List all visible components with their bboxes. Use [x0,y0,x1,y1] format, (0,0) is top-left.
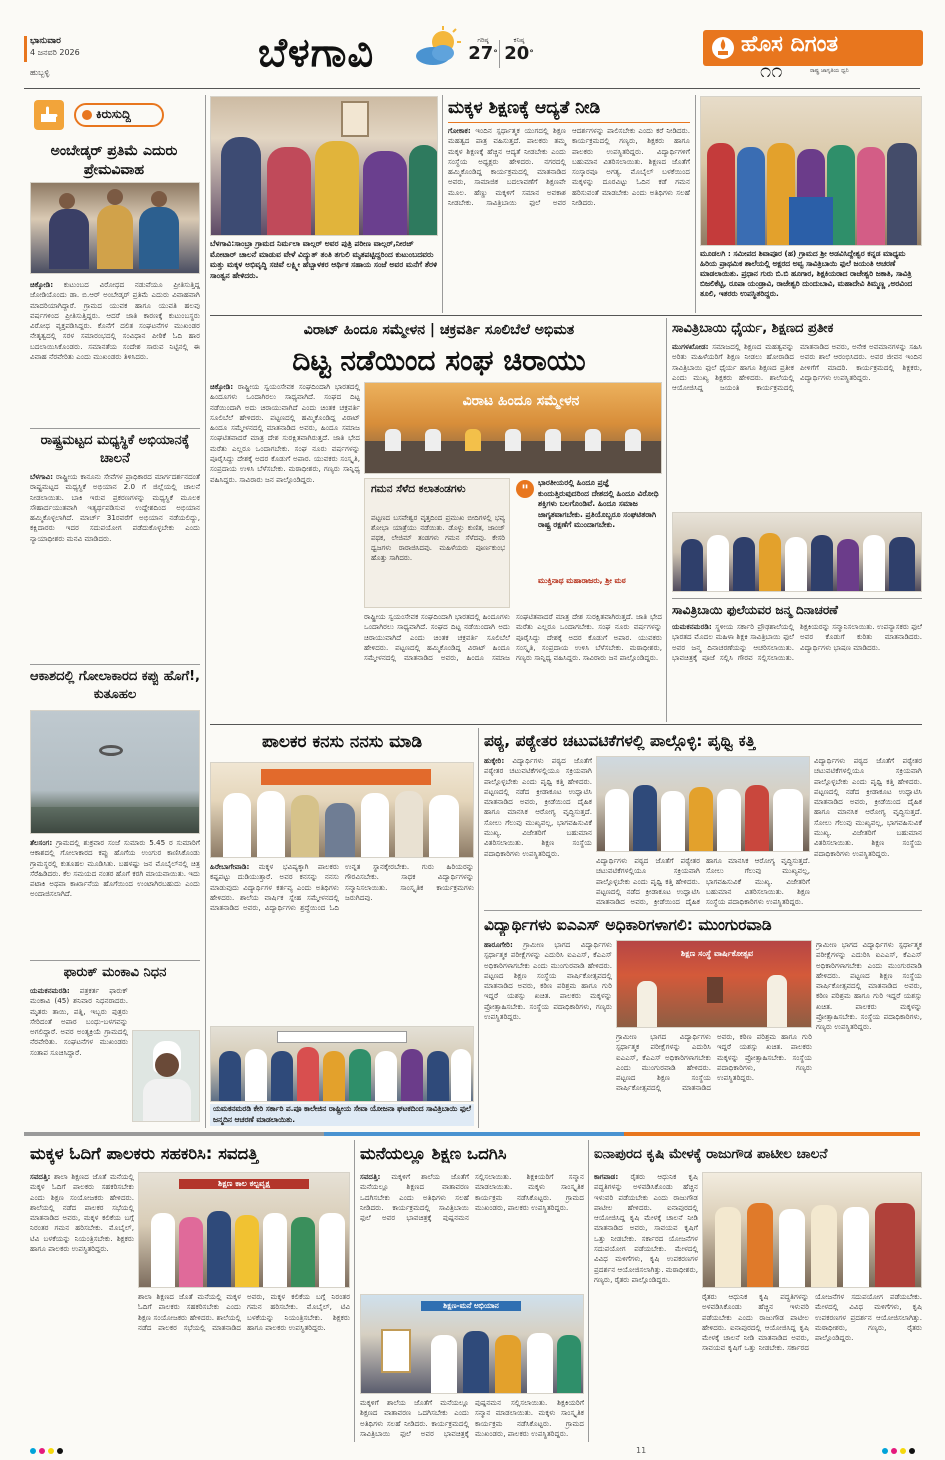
divider [30,428,200,429]
photo-ias-stage [616,940,812,1028]
headline-sports: ಪಠ್ಯ, ಪಠ್ಯೇತರ ಚಟುವಟಿಕೆಗಳಲ್ಲಿ ಪಾಲ್ಗೊಳ್ಳಿ: ಪೃಥ್ವಿ ಕತ್ತಿ [484,732,756,750]
lamp-icon [711,35,735,61]
article-savitribai-birth-body [672,622,922,722]
dateline: ಯಮಕನಮರಡಿ: [30,986,70,995]
paper-name: ಹೊಸ ದಿಗಂತ [741,32,839,57]
headline-national-mediation: ರಾಷ್ಟ್ರಮಟ್ಟದ ಮಧ್ಯಸ್ಥಿಕೆ ಅಭಿಯಾನಕ್ಕೆ ಚಾಲನೆ [40,433,190,466]
article-savitribai-body [672,342,922,508]
bullet-dot-icon [82,110,92,120]
divider [30,664,200,665]
article-body: ರಾಷ್ಟ್ರೀಯ ಸ್ವಯಂಸೇವಕ ಸಂಘದಿಂದಾಗಿ ಭಾರತದಲ್ಲಿ ಹಿಂದೂಗಳು ಒಂದಾಗಿರಲು ಸಾಧ್ಯವಾಗಿದೆ. ಸಂಘದ ದಿಟ್ಟ ನಡೆಯಿಂದಾಗಿ ಅದು ಚಿರಾಯುವಾಗಿದೆ ಎಂದು ಚಿಂತಕ ಚಕ್ರವರ್ತಿ ಸೂಲಿಬೆಲೆ ಹೇಳಿದರು. ಪಟ್ಟಣದಲ್ಲಿ ಹಮ್ಮಿಕೊಂಡಿದ್ದ ವಿರಾಟ್ ಹಿಂದೂ ಸಮ್ಮೇಳನದಲ್ಲಿ ಮಾತನಾಡಿದ ಅವರು, ಹಿಂದೂ ಸಮಾಜ ಸಂಘಟಿತವಾದರೆ ಮಾತ್ರ ದೇಶ ಸುರಕ್ಷಿತವಾಗಿರುತ್ತದೆ. ಜಾತಿ ಭೇದ ಮರೆತು ಎಲ್ಲರೂ ಒಂದಾಗಬೇಕು. ಸಂಘ ನೂರು ವರ್ಷಗಳನ್ನು ಪೂರೈಸಿದ್ದು ದೇಶಕ್ಕೆ ಅದರ ಕೊಡುಗೆ ಅಪಾರ. ಯುವಕರು ಸಂಸ್ಕೃತಿ, ಸಂಪ್ರದಾಯ ಉಳಿಸಿ ಬೆಳೆಸಬೇಕು. ಮಠಾಧೀಶರು, ಗಣ್ಯರು ಸಾನ್ನಿಧ್ಯ ವಹಿಸಿದ್ದರು. ಸಾವಿರಾರು ಜನ ಪಾಲ್ಗೊಂಡಿದ್ದರು. [364,612,662,663]
kirusuddi-label: ಕಿರುಸುದ್ದಿ [96,107,131,121]
city-title: ಬೆಳಗಾವಿ [258,30,375,76]
article-body: ವಿದ್ಯಾರ್ಥಿಗಳು ಪಠ್ಯದ ಜೊತೆಗೆ ಪಠ್ಯೇತರ ಚಟುವಟಿಕೆಗಳಲ್ಲಿಯೂ ಸಕ್ರಿಯವಾಗಿ ಪಾಲ್ಗೊಳ್ಳಬೇಕು ಎಂದು ಪೃಥ್ವಿ ಕತ್ತಿ ಹೇಳಿದರು. ಪಟ್ಟಣದಲ್ಲಿ ನಡೆದ ಕ್ರೀಡಾಕೂಟ ಉದ್ಘಾಟಿಸಿ ಮಾತನಾಡಿದ ಅವರು, ಕ್ರೀಡೆಯಿಂದ ದೈಹಿಕ ಹಾಗೂ ಮಾನಸಿಕ ಆರೋಗ್ಯ ವೃದ್ಧಿಸುತ್ತದೆ. ಸೋಲು ಗೆಲುವು ಮುಖ್ಯವಲ್ಲ, ಭಾಗವಹಿಸುವಿಕೆ ಮುಖ್ಯ. ವಿಜೇತರಿಗೆ ಬಹುಮಾನ ವಿತರಿಸಲಾಯಿತು. ಶಿಕ್ಷಣ ಸಂಸ್ಥೆಯ ಪದಾಧಿಕಾರಿಗಳು ಉಪಸ್ಥಿತರಿದ್ದರು. [814,756,922,858]
article-body: ರೈತರು ಆಧುನಿಕ ಕೃಷಿ ಪದ್ಧತಿಗಳನ್ನು ಅಳವಡಿಸಿಕೊಂಡು ಹೆಚ್ಚಿನ ಇಳುವರಿ ಪಡೆಯಬೇಕು ಎಂದು ರಾಜುಗೌಡ ಪಾಟೀಲ ಹೇಳಿದರು. ಐನಾಪುರದಲ್ಲಿ ಆಯೋಜಿಸಿದ್ದ ಕೃಷಿ ಮೇಳಕ್ಕೆ ಚಾಲನೆ ನೀಡಿ ಮಾತನಾಡಿದ ಅವರು, ಸಾವಯವ ಕೃಷಿಗೆ ಒತ್ತು ನೀಡಬೇಕು. ಸರ್ಕಾರದ ಯೋಜನೆಗಳ ಸದುಪಯೋಗ ಪಡೆಯಬೇಕು. ಮೇಳದಲ್ಲಿ ವಿವಿಧ ಮಳಿಗೆಗಳು, ಕೃಷಿ ಉಪಕರಣಗಳ ಪ್ರದರ್ಶನ ಆಯೋಜಿಸಲಾಗಿತ್ತು. ಮಠಾಧೀಶರು, ಗಣ್ಯರು, ರೈತರು ಪಾಲ್ಗೊಂಡಿದ್ದರು. [594,1172,698,1284]
dateline: ಯಮಕನಮರಡಿ: [672,622,712,631]
cultural-box-title: ಗಮನ ಸೆಳೆದ ಕಲಾತಂಡಗಳು [371,483,466,495]
photo-sambra-visit [210,96,438,236]
article-body: ವಿದ್ಯಾರ್ಥಿಗಳು ಪಠ್ಯದ ಜೊತೆಗೆ ಪಠ್ಯೇತರ ಚಟುವಟಿಕೆಗಳಲ್ಲಿಯೂ ಸಕ್ರಿಯವಾಗಿ ಪಾಲ್ಗೊಳ್ಳಬೇಕು ಎಂದು ಪೃಥ್ವಿ ಕತ್ತಿ ಹೇಳಿದರು. ಪಟ್ಟಣದಲ್ಲಿ ನಡೆದ ಕ್ರೀಡಾಕೂಟ ಉದ್ಘಾಟಿಸಿ ಮಾತನಾಡಿದ ಅವರು, ಕ್ರೀಡೆಯಿಂದ ದೈಹಿಕ ಹಾಗೂ ಮಾನಸಿಕ ಆರೋಗ್ಯ ವೃದ್ಧಿಸುತ್ತದೆ. ಸೋಲು ಗೆಲುವು ಮುಖ್ಯವಲ್ಲ, ಭಾಗವಹಿಸುವಿಕೆ ಮುಖ್ಯ. ವಿಜೇತರಿಗೆ ಬಹುಮಾನ ವಿತರಿಸಲಾಯಿತು. ಶಿಕ್ಷಣ ಸಂಸ್ಥೆಯ ಪದಾಧಿಕಾರಿಗಳು ಉಪಸ್ಥಿತರಿದ್ದರು. [484,756,592,858]
headline-savitribai-birth: ಸಾವಿತ್ರಿಬಾಯಿ ಫುಲೆಯವರ ಜನ್ಮ ದಿನಾಚರಣೆ [672,603,838,617]
dateline: ಬೆಳಗಾವಿ: [30,472,54,481]
header-page-number: ೧೧ [760,58,783,82]
article-body: ಮಕ್ಕಳಿಗೆ ಶಾಲೆಯ ಜೊತೆಗೆ ಮನೆಯಲ್ಲೂ ಶಿಕ್ಷಣದ ವಾತಾವರಣ ಒದಗಿಸಬೇಕು ಎಂದು ಅತಿಥಿಗಳು ಸಲಹೆ ನೀಡಿದರು. ಕಾರ್ಯಕ್ರಮದಲ್ಲಿ ಸಾವಿತ್ರಿಬಾಯಿ ಫುಲೆ ಅವರ ಭಾವಚಿತ್ರಕ್ಕೆ ಪುಷ್ಪನಮನ ಸಲ್ಲಿಸಲಾಯಿತು. ಶಿಕ್ಷಕಿಯರಿಗೆ ಸನ್ಮಾನ ಮಾಡಲಾಯಿತು. ಮಕ್ಕಳು ಸಾಂಸ್ಕೃತಿಕ ಕಾರ್ಯಕ್ರಮ ನಡೆಸಿಕೊಟ್ಟರು. ಗ್ರಾಮದ ಮುಖಂಡರು, ಪಾಲಕರು ಉಪಸ್ಥಿತರಿದ್ದರು. [360,1398,584,1438]
temp-max-block [468,36,498,63]
article-national-body [30,472,200,660]
temp-min-label: ಕನಿಷ್ಠ [513,36,525,44]
temp-min-block [504,36,534,63]
pull-quote [514,478,662,608]
article-sports-body-bottom [596,856,810,908]
article-virat-body-left [210,382,360,718]
article-sports-body-left [484,756,592,876]
temp-unit: ° [529,49,534,59]
photo-savadatti-class [138,1172,350,1288]
headline-ias: ವಿದ್ಯಾರ್ಥಿಗಳು ಐಎಎಸ್ ಅಧಿಕಾರಿಗಳಾಗಲಿ: ಮುಂಗುರವಾಡಿ [484,916,772,934]
header-date: 4 ಜನವರಿ 2026 [30,48,80,57]
column-divider [666,318,667,722]
dateline: ಮುಗಳಖೋಡ: [672,342,709,351]
photo-nss-unit [210,1026,474,1102]
article-body: ಇಂದಿನ ಸ್ಪರ್ಧಾತ್ಮಕ ಯುಗದಲ್ಲಿ ಶಿಕ್ಷಣ ಮಹತ್ವದ ಪಾತ್ರ ವಹಿಸುತ್ತದೆ. ಪಾಲಕರು ತಮ್ಮ ಮಕ್ಕಳ ಶಿಕ್ಷಣಕ್ಕೆ ಹೆಚ್ಚಿನ ಆದ್ಯತೆ ನೀಡಬೇಕು ಎಂದು ಸಂಸ್ಥೆಯ ಅಧ್ಯಕ್ಷರು ಹೇಳಿದರು. ನಗರದಲ್ಲಿ ಹಮ್ಮಿಕೊಂಡಿದ್ದ ಕಾರ್ಯಕ್ರಮದಲ್ಲಿ ಮಾತನಾಡಿದ ಅವರು, ಸಾಮಾಜಿಕ ಬದಲಾವಣೆಗೆ ಶಿಕ್ಷಣವೇ ಮೂಲ. ಹೆಣ್ಣು ಮಕ್ಕಳಿಗೆ ಸಮಾನ ಅವಕಾಶ ನೀಡಬೇಕು. ಸಾವಿತ್ರಿಬಾಯಿ ಫುಲೆ ಅವರ ಆದರ್ಶಗಳನ್ನು ಪಾಲಿಸಬೇಕು ಎಂದು ಕರೆ ನೀಡಿದರು. ಕಾರ್ಯಕ್ರಮದಲ್ಲಿ ಗಣ್ಯರು, ಶಿಕ್ಷಕರು ಹಾಗೂ ಪಾಲಕರು ಉಪಸ್ಥಿತರಿದ್ದರು. ವಿದ್ಯಾರ್ಥಿಗಳಿಗೆ ಬಹುಮಾನ ವಿತರಿಸಲಾಯಿತು. ಶಿಕ್ಷಣದ ಜೊತೆಗೆ ಸಂಸ್ಕಾರವೂ ಅಗತ್ಯ. ಮೊಬೈಲ್ ಬಳಕೆಯಿಂದ ಮಕ್ಕಳನ್ನು ದೂರವಿಟ್ಟು ಓದಿನ ಕಡೆ ಗಮನ ಹರಿಸುವಂತೆ ಮಾಡಬೇಕು ಎಂದು ಅತಿಥಿಗಳು ಸಲಹೆ ನೀಡಿದರು. [448,126,690,208]
footer-page-number: 11 [636,1446,647,1455]
headline-ambedkar: ಅಂಬೇಡ್ಕರ್ ಪ್ರತಿಮೆ ಎದುರು ಪ್ರೇಮವಿವಾಹ [50,143,178,178]
article-home-school-body [360,1172,584,1290]
headline-underline [448,122,690,123]
photo-sky-ring [30,710,200,834]
column-divider [695,95,696,313]
headline-home-school: ಮನೆಯಲ್ಲೂ ಶಿಕ್ಷಣ ಒದಗಿಸಿ [360,1144,507,1163]
section-separator [24,1132,920,1136]
headline-krishi-mela: ಐನಾಪುರದ ಕೃಷಿ ಮೇಳಕ್ಕೆ ರಾಜುಗೌಡ ಪಾಟೀಲ ಚಾಲನೆ [594,1146,828,1162]
article-krishi-body-right [702,1292,922,1442]
dateline: ತೆಲಸಂಗ: [30,838,53,847]
article-body: ಸಮಾಜದಲ್ಲಿ ಶಿಕ್ಷಣದ ಮಹತ್ವವನ್ನು ಅರಿತು ಮಹಿಳೆಯರಿಗೆ ಶಿಕ್ಷಣ ನೀಡಲು ಹೋರಾಡಿದ ಸಾವಿತ್ರಿಬಾಯಿ ಫುಲೆ ಧೈರ್ಯ ಹಾಗೂ ಶಿಕ್ಷಣದ ಪ್ರತೀಕ ಎಂದು ಮುಖ್ಯ ಶಿಕ್ಷಕರು ಹೇಳಿದರು. ಶಾಲೆಯಲ್ಲಿ ಆಯೋಜಿಸಿದ್ದ ಜಯಂತಿ ಕಾರ್ಯಕ್ರಮದಲ್ಲಿ ಮಾತನಾಡಿದ ಅವರು, ಅನೇಕ ಅವಮಾನಗಳನ್ನು ಸಹಿಸಿ ಅವರು ಶಾಲೆ ಆರಂಭಿಸಿದರು. ಅವರ ಜೀವನ ಇಂದಿನ ಪೀಳಿಗೆಗೆ ಮಾದರಿ. ಕಾರ್ಯಕ್ರಮದಲ್ಲಿ ಶಿಕ್ಷಕರು, ವಿದ್ಯಾರ್ಥಿಗಳು ಉಪಸ್ಥಿತರಿದ್ದರು. [672,342,922,393]
dateline: ಸವದತ್ತಿ: [30,1172,51,1181]
row-divider [210,724,922,725]
headline-sky-ring: ಆಕಾಶದಲ್ಲಿ ಗೋಲಾಕಾರದ ಕಪ್ಪು ಹೊಗೆ!, ಕುತೂಹಲ [30,669,200,702]
article-virat-body-right [364,612,662,718]
article-body: ಮಕ್ಕಳ ಭವಿಷ್ಯಕ್ಕಾಗಿ ಪಾಲಕರು ಕಷ್ಟಪಟ್ಟು ದುಡಿಯುತ್ತಾರೆ. ಅವರ ಕನಸನ್ನು ನನಸು ಮಾಡುವುದು ವಿದ್ಯಾರ್ಥಿಗಳ ಕರ್ತವ್ಯ ಎಂದು ಅತಿಥಿಗಳು ಹೇಳಿದರು. ಶಾಲೆಯ ವಾರ್ಷಿಕ ಸ್ನೇಹ ಸಮ್ಮೇಳನದಲ್ಲಿ ಮಾತನಾಡಿದ ಅವರು, ವಿದ್ಯಾರ್ಥಿಗಳು ಶ್ರದ್ಧೆಯಿಂದ ಓದಿ ಉನ್ನತ ಸ್ಥಾನಕ್ಕೇರಬೇಕು. ಗುರು ಹಿರಿಯರನ್ನು ಗೌರವಿಸಬೇಕು. ಸಾಧಕ ವಿದ್ಯಾರ್ಥಿಗಳನ್ನು ಸನ್ಮಾನಿಸಲಾಯಿತು. ಸಾಂಸ್ಕೃತಿಕ ಕಾರ್ಯಕ್ರಮಗಳು ಜರುಗಿದವು. [210,862,474,913]
article-body: ಪತ್ರಕರ್ತ ಫಾರುಕ್ ಮಂಕಾವಿ (45) ಶನಿವಾರ ನಿಧನರಾದರು. ಮೃತರು ತಾಯಿ, ಪತ್ನಿ, ಇಬ್ಬರು ಪುತ್ರರು ಸೇರಿದಂತೆ ಅಪಾರ ಬಂಧು-ಬಳಗವನ್ನು ಅಗಲಿದ್ದಾರೆ. ಅವರ ಅಂತ್ಯಕ್ರಿಯೆ ಗ್ರಾಮದಲ್ಲಿ ನೆರವೇರಿತು. ಸಂಘಟನೆಗಳ ಮುಖಂಡರು ಸಂತಾಪ ಸೂಚಿಸಿದ್ದಾರೆ. [30,986,128,1057]
paper-logo [703,30,923,66]
article-body: ಶಾಲಾ ಶಿಕ್ಷಣದ ಜೊತೆ ಮನೆಯಲ್ಲಿ ಮಕ್ಕಳ ಓದಿಗೆ ಪಾಲಕರು ಸಹಕರಿಸಬೇಕು ಎಂದು ಶಿಕ್ಷಣ ಸಂಯೋಜಕರು ಹೇಳಿದರು. ಶಾಲೆಯಲ್ಲಿ ನಡೆದ ಪಾಲಕರ ಸಭೆಯಲ್ಲಿ ಮಾತನಾಡಿದ ಅವರು, ಮಕ್ಕಳ ಕಲಿಕೆಯ ಬಗ್ಗೆ ನಿರಂತರ ಗಮನ ಹರಿಸಬೇಕು. ಮೊಬೈಲ್, ಟಿವಿ ಬಳಕೆಯನ್ನು ನಿಯಂತ್ರಿಸಬೇಕು. ಶಿಕ್ಷಕರು ಹಾಗೂ ಪಾಲಕರು ಉಪಸ್ಥಿತರಿದ್ದರು. [30,1172,134,1254]
article-sky-body [30,838,200,958]
caption-nss: ಯಮಕನಮರಡಿ ಕೇರಿ ಸರ್ಕಾರಿ ಪ.ಪೂ ಕಾಲೇಜಿನ ರಾಷ್ಟ್ರೀಯ ಸೇವಾ ಯೋಜನಾ ಘಟಕದಿಂದ ಸಾವಿತ್ರಿಬಾಯಿ ಫುಲೆ ಜನ್ಮದಿನ ಆಚರಣೆ ಮಾಡಲಾಯಿತು. [210,1104,474,1126]
home-banner: ಶಿಕ್ಷಣ-ಮನೆ ಅಭಿಯಾನ [421,1301,521,1311]
temp-max-value: 27 [468,43,494,64]
virat-banner: ವಿರಾಟ ಹಿಂದೂ ಸಮ್ಮೇಳನ [462,393,580,409]
print-registration-marks [30,1446,922,1456]
guru-banner: ಶಿಕ್ಷಣ ಸಂಸ್ಥೆ ವಾರ್ಷಿಕೋತ್ಸವ [680,949,754,958]
article-body: ವಿದ್ಯಾರ್ಥಿಗಳು ಪಠ್ಯದ ಜೊತೆಗೆ ಪಠ್ಯೇತರ ಚಟುವಟಿಕೆಗಳಲ್ಲಿಯೂ ಸಕ್ರಿಯವಾಗಿ ಪಾಲ್ಗೊಳ್ಳಬೇಕು ಎಂದು ಪೃಥ್ವಿ ಕತ್ತಿ ಹೇಳಿದರು. ಪಟ್ಟಣದಲ್ಲಿ ನಡೆದ ಕ್ರೀಡಾಕೂಟ ಉದ್ಘಾಟಿಸಿ ಮಾತನಾಡಿದ ಅವರು, ಕ್ರೀಡೆಯಿಂದ ದೈಹಿಕ ಹಾಗೂ ಮಾನಸಿಕ ಆರೋಗ್ಯ ವೃದ್ಧಿಸುತ್ತದೆ. ಸೋಲು ಗೆಲುವು ಮುಖ್ಯವಲ್ಲ, ಭಾಗವಹಿಸುವಿಕೆ ಮುಖ್ಯ. ವಿಜೇತರಿಗೆ ಬಹುಮಾನ ವಿತರಿಸಲಾಯಿತು. ಶಿಕ್ಷಣ ಸಂಸ್ಥೆಯ ಪದಾಧಿಕಾರಿಗಳು ಉಪಸ್ಥಿತರಿದ್ದರು. [596,856,810,907]
column-divider [588,1140,589,1442]
photo-sports-event [596,756,810,852]
row-divider [210,315,922,316]
article-body: ಕುಟುಂಬದ ವಿರೋಧದ ನಡುವೆಯೂ ಪ್ರೀತಿಸುತ್ತಿದ್ದ ಜೋಡಿಯೊಂದು ಡಾ. ಬಿ.ಆರ್ ಅಂಬೇಡ್ಕರ್ ಪ್ರತಿಮೆ ಎದುರು ವಿವಾಹವಾಗಿ ಮಾದರಿಯಾಗಿದ್ದಾರೆ. ಗ್ರಾಮದ ಯುವಕ ಹಾಗೂ ಯುವತಿ ಹಲವು ವರ್ಷಗಳಿಂದ ಪ್ರೀತಿಸುತ್ತಿದ್ದರು. ಆದರೆ ಜಾತಿ ಕಾರಣಕ್ಕೆ ಕುಟುಂಬಸ್ಥರು ವಿರೋಧ ವ್ಯಕ್ತಪಡಿಸಿದ್ದರು. ಕೊನೆಗೆ ದಲಿತ ಸಂಘಟನೆಗಳ ಮುಖಂಡರ ನೇತೃತ್ವದಲ್ಲಿ ಸರಳ ಸಮಾರಂಭದಲ್ಲಿ ಸಂವಿಧಾನ ಪೀಠಿಕೆ ಓದಿ ಹಾರ ಬದಲಾಯಿಸಿಕೊಂಡರು. ಸಮಾನತೆಯ ಸಂದೇಶ ಸಾರುವ ನಿಟ್ಟಿನಲ್ಲಿ ಈ ವಿವಾಹ ನೆರವೇರಿತು ಎಂದು ಮುಖಂಡರು ತಿಳಿಸಿದರು. [30,280,200,362]
paper-tagline: ರಾಷ್ಟ್ರ ಜಾಗೃತಿಯ ಧ್ವನಿ [810,68,849,74]
article-body: ಸ್ಥಳೀಯ ಸರ್ಕಾರಿ ಪ್ರೌಢಶಾಲೆಯಲ್ಲಿ ಭಾರತದ ಮೊದಲ ಮಹಿಳಾ ಶಿಕ್ಷಕಿ ಸಾವಿತ್ರಿಬಾಯಿ ಫುಲೆ ಅವರ ಜನ್ಮ ದಿನಾಚರಣೆಯನ್ನು ಆಚರಿಸಲಾಯಿತು. ಭಾವಚಿತ್ರಕ್ಕೆ ಪೂಜೆ ಸಲ್ಲಿಸಿ ಗೌರವ ಸಲ್ಲಿಸಲಾಯಿತು. ಶಿಕ್ಷಕಿಯರನ್ನು ಸನ್ಮಾನಿಸಲಾಯಿತು. ಉಪನ್ಯಾಸಕರು ಫುಲೆ ಅವರ ಕೊಡುಗೆ ಕುರಿತು ಮಾತನಾಡಿದರು. ವಿದ್ಯಾರ್ಥಿಗಳು ಭಾಷಣ ಮಾಡಿದರು. [672,622,922,662]
article-body: ರಾಷ್ಟ್ರೀಯ ಕಾನೂನು ಸೇವೆಗಳ ಪ್ರಾಧಿಕಾರದ ಮಾರ್ಗದರ್ಶನದಂತೆ ರಾಷ್ಟ್ರಮಟ್ಟದ ಮಧ್ಯಸ್ಥಿಕೆ ಅಭಿಯಾನ 2.0 ಗೆ ಜಿಲ್ಲೆಯಲ್ಲಿ ಚಾಲನೆ ನೀಡಲಾಯಿತು. ಬಾಕಿ ಇರುವ ಪ್ರಕರಣಗಳನ್ನು ಮಧ್ಯಸ್ಥಿಕೆ ಮೂಲಕ ಸೌಹಾರ್ದಯುತವಾಗಿ ಇತ್ಯರ್ಥಪಡಿಸುವ ಉದ್ದೇಶದಿಂದ ಅಭಿಯಾನ ಹಮ್ಮಿಕೊಳ್ಳಲಾಗಿದೆ. ಮಾರ್ಚ್ 31ರವರೆಗೆ ಅಭಿಯಾನ ನಡೆಯಲಿದ್ದು, ಕಕ್ಷಿದಾರರು ಇದರ ಸದುಪಯೋಗ ಪಡೆದುಕೊಳ್ಳಬೇಕು ಎಂದು ನ್ಯಾಯಾಧೀಶರು ಮನವಿ ಮಾಡಿದರು. [30,472,200,543]
photo-home-school [360,1294,584,1394]
header-accent-bar-left [24,36,27,62]
photo-virat-stage [364,382,662,474]
headline-virat-hindu: ದಿಟ್ಟ ನಡೆಯಿಂದ ಸಂಘ ಚಿರಾಯು [292,344,586,377]
column-divider [442,95,443,313]
divider [672,598,922,599]
article-body: ಗ್ರಾಮೀಣ ಭಾಗದ ವಿದ್ಯಾರ್ಥಿಗಳು ಸ್ಪರ್ಧಾತ್ಮಕ ಪರೀಕ್ಷೆಗಳನ್ನು ಎದುರಿಸಿ ಐಎಎಸ್, ಕೆಎಎಸ್ ಅಧಿಕಾರಿಗಳಾಗಬೇಕು ಎಂದು ಮುಂಗುರವಾಡಿ ಹೇಳಿದರು. ಪಟ್ಟಣದ ಶಿಕ್ಷಣ ಸಂಸ್ಥೆಯ ವಾರ್ಷಿಕೋತ್ಸವದಲ್ಲಿ ಮಾತನಾಡಿದ ಅವರು, ಕಠಿಣ ಪರಿಶ್ರಮ ಹಾಗೂ ಗುರಿ ಇದ್ದರೆ ಯಶಸ್ಸು ಖಚಿತ. ಪಾಲಕರು ಮಕ್ಕಳನ್ನು ಪ್ರೋತ್ಸಾಹಿಸಬೇಕು. ಸಂಸ್ಥೆಯ ಪದಾಧಿಕಾರಿಗಳು, ಗಣ್ಯರು ಉಪಸ್ಥಿತರಿದ್ದರು. [616,1032,812,1093]
quote-icon: " [516,480,534,498]
article-body: ಗ್ರಾಮೀಣ ಭಾಗದ ವಿದ್ಯಾರ್ಥಿಗಳು ಸ್ಪರ್ಧಾತ್ಮಕ ಪರೀಕ್ಷೆಗಳನ್ನು ಎದುರಿಸಿ ಐಎಎಸ್, ಕೆಎಎಸ್ ಅಧಿಕಾರಿಗಳಾಗಬೇಕು ಎಂದು ಮುಂಗುರವಾಡಿ ಹೇಳಿದರು. ಪಟ್ಟಣದ ಶಿಕ್ಷಣ ಸಂಸ್ಥೆಯ ವಾರ್ಷಿಕೋತ್ಸವದಲ್ಲಿ ಮಾತನಾಡಿದ ಅವರು, ಕಠಿಣ ಪರಿಶ್ರಮ ಹಾಗೂ ಗುರಿ ಇದ್ದರೆ ಯಶಸ್ಸು ಖಚಿತ. ಪಾಲಕರು ಮಕ್ಕಳನ್ನು ಪ್ರೋತ್ಸಾಹಿಸಬೇಕು. ಸಂಸ್ಥೆಯ ಪದಾಧಿಕಾರಿಗಳು, ಗಣ್ಯರು ಉಪಸ್ಥಿತರಿದ್ದರು. [484,940,612,1022]
article-body: ಗ್ರಾಮೀಣ ಭಾಗದ ವಿದ್ಯಾರ್ಥಿಗಳು ಸ್ಪರ್ಧಾತ್ಮಕ ಪರೀಕ್ಷೆಗಳನ್ನು ಎದುರಿಸಿ ಐಎಎಸ್, ಕೆಎಎಸ್ ಅಧಿಕಾರಿಗಳಾಗಬೇಕು ಎಂದು ಮುಂಗುರವಾಡಿ ಹೇಳಿದರು. ಪಟ್ಟಣದ ಶಿಕ್ಷಣ ಸಂಸ್ಥೆಯ ವಾರ್ಷಿಕೋತ್ಸವದಲ್ಲಿ ಮಾತನಾಡಿದ ಅವರು, ಕಠಿಣ ಪರಿಶ್ರಮ ಹಾಗೂ ಗುರಿ ಇದ್ದರೆ ಯಶಸ್ಸು ಖಚಿತ. ಪಾಲಕರು ಮಕ್ಕಳನ್ನು ಪ್ರೋತ್ಸಾಹಿಸಬೇಕು. ಸಂಸ್ಥೆಯ ಪದಾಧಿಕಾರಿಗಳು, ಗಣ್ಯರು ಉಪಸ್ಥಿತರಿದ್ದರು. [816,940,922,1032]
divider [30,960,200,961]
kicker-virat-hindu: ವಿರಾಟ್ ಹಿಂದೂ ಸಮ್ಮೇಳನ | ಚಕ್ರವರ್ತಿ ಸೂಲಿಬೆಲೆ ಅಭಿಮತ [303,322,575,338]
article-education-body [448,126,690,312]
article-home-school-more [360,1398,584,1442]
caption-sambra: ಬೆಳಗಾವಿ:ಸಾಂಬ್ರಾ ಗ್ರಾಮದ ನಿರ್ಮಲಾ ವಾಲ್ಗರ್ ಅವರ ಪುತ್ರಿ ಪರೀಣ ವಾಲ್ಗರ್,ನೀರಜ್ ಮೋಟಾರ್ ಚಾಲನೆ ಮಾಡುವ ವೇಳೆ ವಿದ್ಯುತ್ ತಂತಿ ತಗುಲಿ ಮೃತಪಟ್ಟಿದ್ದರಿಂದ ಕುಟುಂಬದವರು ಮತ್ತು ಮಕ್ಕಳ ಅಭಿವೃದ್ಧಿ ಸಚಿವೆ ಲಕ್ಷ್ಮೀ ಹೆಬ್ಬಾಳಕರ ಆರ್ಥಿಕ ಸಹಾಯ ಸಂಜೆ ಅವರ ಮನೆಗೆ ತೆರಳಿ ಸಾಂತ್ವನ ಹೇಳಿದರು. [210,239,438,280]
article-savadatti-right [138,1292,350,1442]
photo-savitribai-group [672,512,922,592]
divider [484,910,922,911]
kirusuddi-badge [30,100,200,132]
column-divider [478,728,479,1128]
dateline: ಚಿಕ್ಕೋಡಿ: [210,382,234,391]
headline-children-education: ಮಕ್ಕಳ ಶಿಕ್ಷಣಕ್ಕೆ ಆದ್ಯತೆ ನೀಡಿ [448,98,601,118]
partly-cloudy-icon [413,26,463,70]
article-parents-body [210,862,474,1022]
dateline: ಕಾಗವಾಡ: [594,1172,619,1181]
photo-felicitation [210,762,474,858]
pull-quote-text: ಭಾರತೀಯರಲ್ಲಿ ಹಿಂದೂ ಪ್ರಜ್ಞೆ ಕುಂದುತ್ತಿರುವುದರಿಂದ ದೇಶದಲ್ಲಿ ಹಿಂದೂ ವಿರೋಧಿ ಶಕ್ತಿಗಳು ಬಲಗೊಂಡಿವೆ. ಹಿಂದೂ ಸಮಾಜ ಜಾಗೃತವಾಗಬೇಕು. ಪ್ರತಿಯೊಬ್ಬರೂ ಸಂಘಟಿತರಾಗಿ ರಾಷ್ಟ್ರ ರಕ್ಷಣೆಗೆ ಮುಂದಾಗಬೇಕು. [538,478,659,530]
headline-savadatti: ಮಕ್ಕಳ ಓದಿಗೆ ಪಾಲಕರು ಸಹಕರಿಸಿ: ಸವದತ್ತಿ [30,1144,259,1163]
hand-point-icon [34,100,64,130]
masthead-rule [24,88,920,89]
temp-max-label: ಗರಿಷ್ಠ [477,36,489,44]
article-sports-body-right [814,756,922,906]
article-body: ರಾಷ್ಟ್ರೀಯ ಸ್ವಯಂಸೇವಕ ಸಂಘದಿಂದಾಗಿ ಭಾರತದಲ್ಲಿ ಹಿಂದೂಗಳು ಒಂದಾಗಿರಲು ಸಾಧ್ಯವಾಗಿದೆ. ಸಂಘದ ದಿಟ್ಟ ನಡೆಯಿಂದಾಗಿ ಅದು ಚಿರಾಯುವಾಗಿದೆ ಎಂದು ಚಿಂತಕ ಚಕ್ರವರ್ತಿ ಸೂಲಿಬೆಲೆ ಹೇಳಿದರು. ಪಟ್ಟಣದಲ್ಲಿ ಹಮ್ಮಿಕೊಂಡಿದ್ದ ವಿರಾಟ್ ಹಿಂದೂ ಸಮ್ಮೇಳನದಲ್ಲಿ ಮಾತನಾಡಿದ ಅವರು, ಹಿಂದೂ ಸಮಾಜ ಸಂಘಟಿತವಾದರೆ ಮಾತ್ರ ದೇಶ ಸುರಕ್ಷಿತವಾಗಿರುತ್ತದೆ. ಜಾತಿ ಭೇದ ಮರೆತು ಎಲ್ಲರೂ ಒಂದಾಗಬೇಕು. ಸಂಘ ನೂರು ವರ್ಷಗಳನ್ನು ಪೂರೈಸಿದ್ದು ದೇಶಕ್ಕೆ ಅದರ ಕೊಡುಗೆ ಅಪಾರ. ಯುವಕರು ಸಂಸ್ಕೃತಿ, ಸಂಪ್ರದಾಯ ಉಳಿಸಿ ಬೆಳೆಸಬೇಕು. ಮಠಾಧೀಶರು, ಗಣ್ಯರು ಸಾನ್ನಿಧ್ಯ ವಹಿಸಿದ್ದರು. ಸಾವಿರಾರು ಜನ ಪಾಲ್ಗೊಂಡಿದ್ದರು. [210,382,360,484]
article-savadatti-left [30,1172,134,1442]
cultural-box-body: ಪಟ್ಟಣದ ಬಸವೇಶ್ವರ ವೃತ್ತದಿಂದ ಪ್ರಮುಖ ಬೀದಿಗಳಲ್ಲಿ ಭವ್ಯ ಶೋಭಾ ಯಾತ್ರೆಯು ನಡೆಯಿತು. ಡೊಳ್ಳು ಕುಣಿತ, ಜಾಂಜ್ ಪಥಕ, ಲೇಜಿಮ್ ತಂಡಗಳು ಗಮನ ಸೆಳೆದವು. ಕೇಸರಿ ಧ್ವಜಗಳು ರಾರಾಜಿಸಿದವು. ಮಹಿಳೆಯರು ಪೂರ್ಣಕುಂಭ ಹೊತ್ತು ಸಾಗಿದರು. [371,514,505,562]
header-date-block [30,36,140,78]
photo-obituary-portrait [132,1030,200,1122]
article-body: ಗ್ರಾಮದಲ್ಲಿ ಶುಕ್ರವಾರ ಸಂಜೆ ಸುಮಾರು 5.45 ರ ಸುಮಾರಿಗೆ ಆಕಾಶದಲ್ಲಿ ಗೋಲಾಕಾರದ ಕಪ್ಪು ಹೊಗೆಯ ಉಂಗುರ ಕಾಣಿಸಿಕೊಂಡು ಗ್ರಾಮಸ್ಥರಲ್ಲಿ ಕುತೂಹಲ ಮೂಡಿಸಿತು. ಬಹಳಷ್ಟು ಜನ ಮೊಬೈಲ್‌ನಲ್ಲಿ ಚಿತ್ರ ಸೆರೆಹಿಡಿದರು. ಕೆಲ ಸಮಯದ ನಂತರ ಹೊಗೆ ಕರಗಿ ಮಾಯವಾಯಿತು. ಇದು ಪಟಾಕಿ ಅಥವಾ ಕಾರ್ಖಾನೆಯ ಹೊಗೆಯಿಂದ ಉಂಟಾಗಿರಬಹುದು ಎಂದು ಅಂದಾಜಿಸಲಾಗಿದೆ. [30,838,200,899]
header-day: ಭಾನುವಾರ [30,36,61,46]
article-body: ಮಕ್ಕಳಿಗೆ ಶಾಲೆಯ ಜೊತೆಗೆ ಮನೆಯಲ್ಲೂ ಶಿಕ್ಷಣದ ವಾತಾವರಣ ಒದಗಿಸಬೇಕು ಎಂದು ಅತಿಥಿಗಳು ಸಲಹೆ ನೀಡಿದರು. ಕಾರ್ಯಕ್ರಮದಲ್ಲಿ ಸಾವಿತ್ರಿಬಾಯಿ ಫುಲೆ ಅವರ ಭಾವಚಿತ್ರಕ್ಕೆ ಪುಷ್ಪನಮನ ಸಲ್ಲಿಸಲಾಯಿತು. ಶಿಕ್ಷಕಿಯರಿಗೆ ಸನ್ಮಾನ ಮಾಡಲಾಯಿತು. ಮಕ್ಕಳು ಸಾಂಸ್ಕೃತಿಕ ಕಾರ್ಯಕ್ರಮ ನಡೆಸಿಕೊಟ್ಟರು. ಗ್ರಾಮದ ಮುಖಂಡರು, ಪಾಲಕರು ಉಪಸ್ಥಿತರಿದ್ದರು. [360,1172,584,1223]
headline-savitribai-pratika: ಸಾವಿತ್ರಿಬಾಯಿ ಧೈರ್ಯ, ಶಿಕ್ಷಣದ ಪ್ರತೀಕ [672,321,834,336]
dateline: ಚಿಕ್ಕೋಡಿ: [30,280,54,289]
caption-shivapur: ಮೂಡಲಗಿ : ಸಮೀಪದ ಶಿವಾಪೂರ (ಹ) ಗ್ರಾಮದ ಶ್ರೀ ಅಡವಿಸಿದ್ದೇಶ್ವರ ಕನ್ನಡ ಮಾಧ್ಯಮ ಹಿರಿಯ ಪ್ರಾಥಮಿಕ ಶಾಲೆಯಲ್ಲಿ ಅಕ್ಷರದ ಅವ್ವ ಸಾವಿತ್ರಿಬಾಯಿ ಫುಲೆ ಜಯಂತಿ ಆಚರಣೆ ಮಾಡಲಾಯಿತು. ಪ್ರಧಾನ ಗುರು ಬಿ.ಬಿ ಹೂಗಾರ, ಶಿಕ್ಷಕಿಯರಾದ ರಾಜೇಶ್ವರಿ ಜಕಾತಿ, ಸಾವಿತ್ರಿ ಬಿಜಲಿಕೆಟ್ಟಿ, ರೂಪಾ ಯಂಡ್ರಾವಿ, ರಾಜೇಶ್ವರಿ ದುಂದುಬಾವಿ, ಮಹಾದೇವಿ ತಿಮ್ಮಣ್ಣ ,ಅರವಿಂದ ತೂಲಿ, ಇತರರು ಉಪಸ್ಥಿತರಿದ್ದರು. [700,249,913,298]
article-body: ರೈತರು ಆಧುನಿಕ ಕೃಷಿ ಪದ್ಧತಿಗಳನ್ನು ಅಳವಡಿಸಿಕೊಂಡು ಹೆಚ್ಚಿನ ಇಳುವರಿ ಪಡೆಯಬೇಕು ಎಂದು ರಾಜುಗೌಡ ಪಾಟೀಲ ಹೇಳಿದರು. ಐನಾಪುರದಲ್ಲಿ ಆಯೋಜಿಸಿದ್ದ ಕೃಷಿ ಮೇಳಕ್ಕೆ ಚಾಲನೆ ನೀಡಿ ಮಾತನಾಡಿದ ಅವರು, ಸಾವಯವ ಕೃಷಿಗೆ ಒತ್ತು ನೀಡಬೇಕು. ಸರ್ಕಾರದ ಯೋಜನೆಗಳ ಸದುಪಯೋಗ ಪಡೆಯಬೇಕು. ಮೇಳದಲ್ಲಿ ವಿವಿಧ ಮಳಿಗೆಗಳು, ಕೃಷಿ ಉಪಕರಣಗಳ ಪ್ರದರ್ಶನ ಆಯೋಜಿಸಲಾಗಿತ್ತು. ಮಠಾಧೀಶರು, ಗಣ್ಯರು, ರೈತರು ಪಾಲ್ಗೊಂಡಿದ್ದರು. [702,1292,922,1353]
temp-unit: ° [493,49,498,59]
article-ambedkar-body [30,280,200,426]
temp-divider [499,40,500,68]
article-krishi-body-left [594,1172,698,1442]
pull-quote-attribution: ಮುಕ್ತಿನಾಥ ಮಹಾರಾಜರು, ಶ್ರೀ ಮಠ [538,576,626,585]
photo-krishi-mela [702,1172,922,1288]
headline-parents-dream: ಪಾಲಕರ ಕನಸು ನನಸು ಮಾಡಿ [261,732,423,752]
kirusuddi-pill [74,103,164,127]
masthead [0,0,945,88]
article-body: ಶಾಲಾ ಶಿಕ್ಷಣದ ಜೊತೆ ಮನೆಯಲ್ಲಿ ಮಕ್ಕಳ ಓದಿಗೆ ಪಾಲಕರು ಸಹಕರಿಸಬೇಕು ಎಂದು ಶಿಕ್ಷಣ ಸಂಯೋಜಕರು ಹೇಳಿದರು. ಶಾಲೆಯಲ್ಲಿ ನಡೆದ ಪಾಲಕರ ಸಭೆಯಲ್ಲಿ ಮಾತನಾಡಿದ ಅವರು, ಮಕ್ಕಳ ಕಲಿಕೆಯ ಬಗ್ಗೆ ನಿರಂತರ ಗಮನ ಹರಿಸಬೇಕು. ಮೊಬೈಲ್, ಟಿವಿ ಬಳಕೆಯನ್ನು ನಿಯಂತ್ರಿಸಬೇಕು. ಶಿಕ್ಷಕರು ಹಾಗೂ ಪಾಲಕರು ಉಪಸ್ಥಿತರಿದ್ದರು. [138,1292,350,1332]
cultural-box [364,478,510,608]
dateline: ಸವದತ್ತಿ: [360,1172,381,1181]
article-obituary-body [30,986,128,1126]
column-divider [354,1140,355,1442]
article-ias-body-mid [616,1032,812,1126]
header-place: ಹುಬ್ಬಳ್ಳಿ [30,68,50,77]
dateline: ಹುಕ್ಕೇರಿ: [484,756,505,765]
headline-obituary: ಫಾರುಕ್ ಮಂಕಾವಿ ನಿಧನ [63,965,167,980]
article-ias-body-left [484,940,612,1126]
photo-wedding [30,182,200,274]
dateline: ಹಾರೂಗೇರಿ: [484,940,513,949]
photo-shivapur-school [700,96,922,246]
temp-min-value: 20 [504,43,530,64]
school-banner: ಶಿಕ್ಷಣ ಕಾಲ ಕಲ್ಪವೃಕ್ಷ [179,1179,309,1189]
article-ias-body-right [816,940,922,1126]
dateline: ಗೋಕಾಕ: [448,126,471,135]
dateline: ಹಿರೇಬಾಗೇವಾಡಿ: [210,862,250,871]
column-divider [205,95,206,1128]
